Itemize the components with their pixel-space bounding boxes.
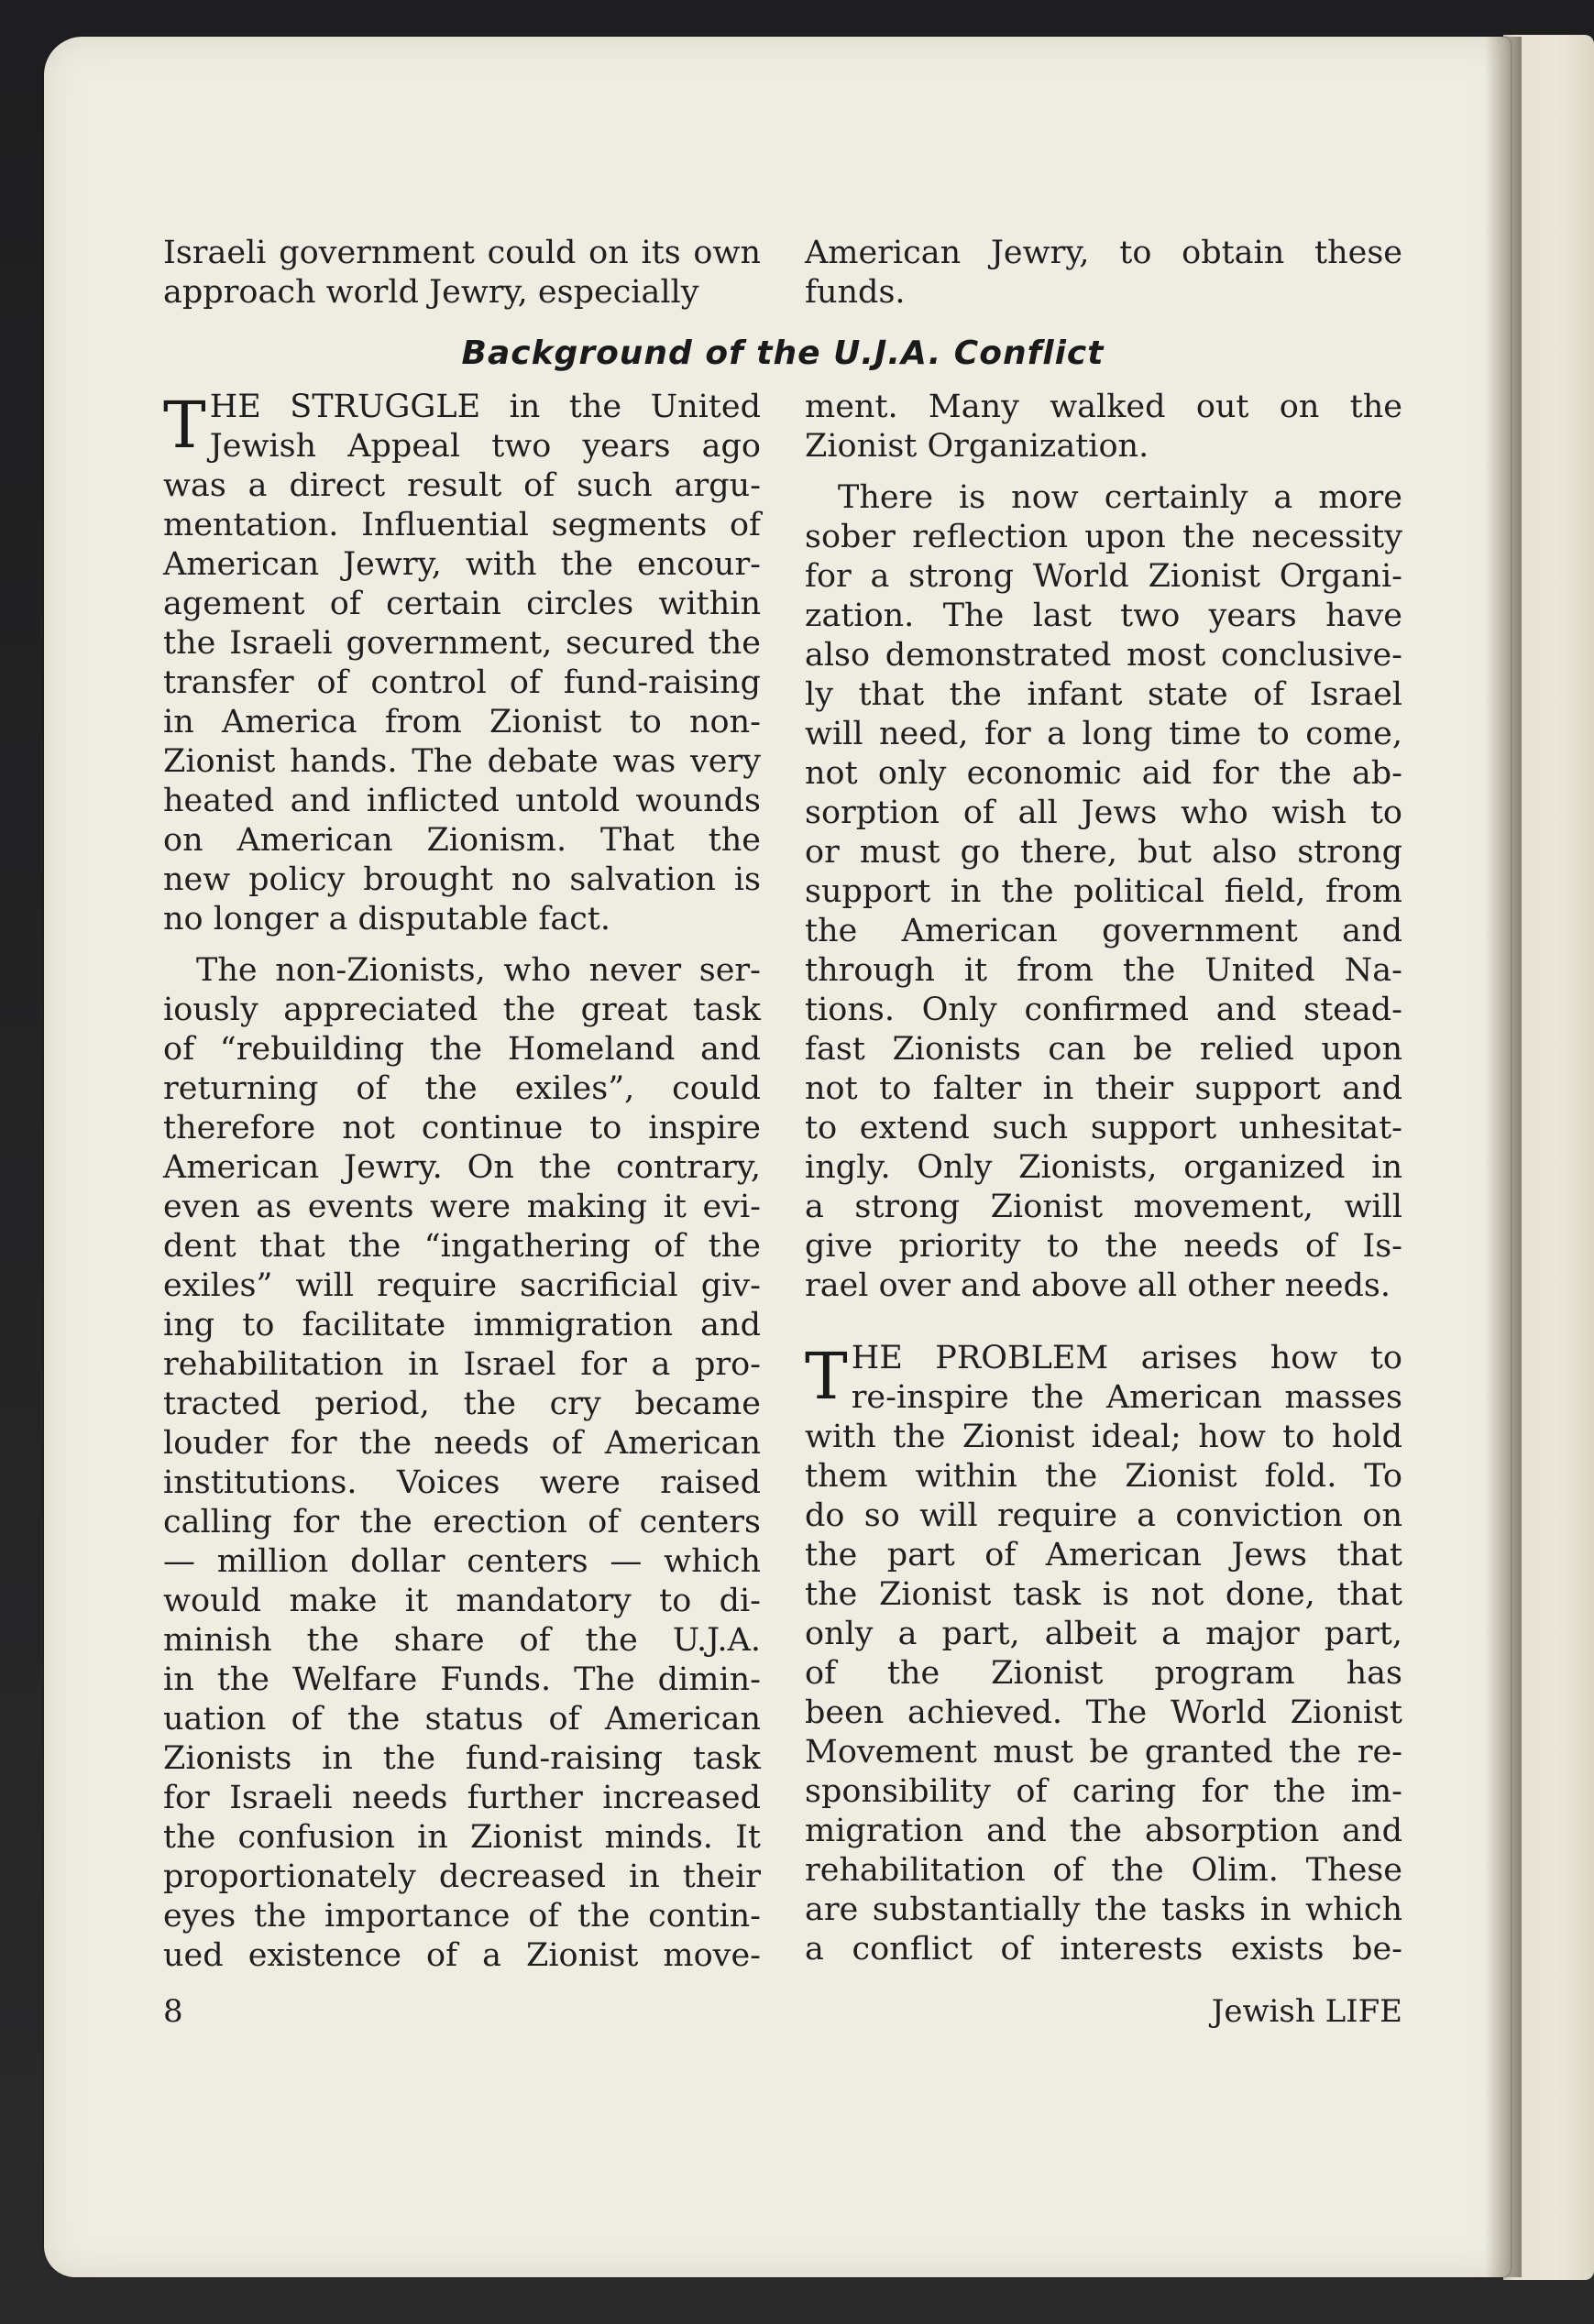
text-line: not to falter in their support and (805, 1070, 1402, 1107)
text-line: ment. Many walked out on the (805, 389, 1402, 425)
text-line: sponsibility of caring for the im- (805, 1773, 1402, 1810)
text-line: even as events were making it evi- (163, 1189, 761, 1225)
text-line: funds. (805, 274, 906, 311)
text-line: heated and inflicted untold wounds (163, 783, 761, 819)
text-line: therefore not continue to inspire (163, 1110, 761, 1146)
text-line: rael over and above all other needs. (805, 1267, 1391, 1304)
text-line: The non-Zionists, who never ser- (196, 952, 761, 989)
text-line: give priority to the needs of Is- (805, 1228, 1402, 1265)
text-line: them within the Zionist fold. To (805, 1458, 1402, 1495)
text-line: minish the share of the U.J.A. (163, 1622, 761, 1659)
text-line: re-inspire the American masses (851, 1379, 1402, 1416)
text-line: through it from the United Na- (805, 952, 1402, 989)
text-line: to extend such support unhesitat- (805, 1110, 1402, 1146)
drop-cap: T (805, 1339, 848, 1414)
text-line: for a strong World Zionist Organi- (805, 558, 1402, 595)
text-line: proportionately decreased in their (163, 1858, 761, 1895)
text-line: in America from Zionist to non- (163, 704, 761, 740)
text-line: zation. The last two years have (805, 597, 1402, 634)
text-line: ingly. Only Zionists, organized in (805, 1149, 1402, 1186)
left-column (163, 388, 761, 1976)
text-line: would make it mandatory to di- (163, 1583, 761, 1619)
text-line: institutions. Voices were raised (163, 1464, 761, 1501)
text-line: returning of the exiles”, could (163, 1070, 761, 1107)
text-line: on American Zionism. That the (163, 822, 761, 859)
text-line: in the Welfare Funds. The dimin- (163, 1661, 761, 1698)
text-line: with the Zionist ideal; how to hold (805, 1419, 1402, 1455)
text-line: uation of the status of American (163, 1701, 761, 1738)
text-line: was a direct result of such argu- (163, 467, 761, 504)
text-line: ly that the infant state of Israel (805, 676, 1402, 713)
text-line: Zionist hands. The debate was very (163, 743, 761, 780)
intro-left (163, 234, 761, 312)
text-line: louder for the needs of American (163, 1425, 761, 1462)
text-line: exiles” will require sacrificial giv- (163, 1267, 761, 1304)
text-line: agement of certain circles within (163, 586, 761, 622)
paragraph (163, 388, 761, 939)
paragraph (805, 388, 1402, 466)
text-line: Jewish Appeal two years ago (209, 428, 761, 465)
text-line: the Israeli government, secured the (163, 625, 761, 662)
text-line: Zionist Organization. (805, 428, 1149, 465)
text-line: — million dollar centers — which (163, 1543, 761, 1580)
paragraph (805, 478, 1402, 1306)
text-line: rehabilitation in Israel for a pro- (163, 1346, 761, 1383)
text-line: sober reflection upon the necessity (805, 519, 1402, 555)
text-line: tions. Only confirmed and stead- (805, 992, 1402, 1028)
text-line: HE PROBLEM arises how to (851, 1340, 1402, 1376)
text-line: dent that the “ingathering of the (163, 1228, 761, 1265)
text-line: are substantially the tasks in which (805, 1891, 1402, 1928)
text-line: Movement must be granted the re- (805, 1734, 1402, 1770)
text-line: Zionists in the fund-raising task (163, 1740, 761, 1777)
text-line: rehabilitation of the Olim. These (805, 1852, 1402, 1889)
text-line: approach world Jewry, especially (163, 274, 699, 311)
spine-shadow (1485, 37, 1522, 2277)
text-line: transfer of control of fund-raising (163, 664, 761, 701)
text-line: do so will require a conviction on (805, 1497, 1402, 1534)
text-line: Israeli government could on its own (163, 235, 761, 271)
intro-right (805, 234, 1402, 312)
text-line: mentation. Influential segments of (163, 507, 761, 543)
text-line: no longer a disputable fact. (163, 901, 611, 937)
drop-cap: T (163, 388, 206, 463)
text-line: the confusion in Zionist minds. It (163, 1819, 761, 1856)
page-number: 8 (163, 1993, 183, 2030)
paragraph (163, 951, 761, 1976)
text-line: American Jewry, to obtain these (805, 235, 1402, 271)
text-line: a conflict of interests exists be- (805, 1931, 1402, 1968)
text-line: fast Zionists can be relied upon (805, 1031, 1402, 1068)
text-line: migration and the absorption and (805, 1813, 1402, 1849)
text-line: the part of American Jews that (805, 1537, 1402, 1573)
text-line: ing to facilitate immigration and (163, 1307, 761, 1343)
text-line: American Jewry. On the contrary, (163, 1149, 761, 1186)
text-line: the Zionist task is not done, that (805, 1576, 1402, 1613)
text-line: HE STRUGGLE in the United (209, 389, 761, 425)
text-line: or must go there, but also strong (805, 834, 1402, 871)
text-line: support in the political field, from (805, 873, 1402, 910)
section-heading: Background of the U.J.A. Conflict (461, 334, 1105, 372)
text-line: calling for the erection of centers (163, 1504, 761, 1540)
publication-name: Jewish LIFE (1211, 1993, 1402, 2030)
text-line: of “rebuilding the Homeland and (163, 1031, 761, 1068)
text-line: also demonstrated most conclusive- (805, 637, 1402, 674)
text-line: the American government and (805, 913, 1402, 949)
text-line: new policy brought no salvation is (163, 861, 761, 898)
text-line: been achieved. The World Zionist (805, 1694, 1402, 1731)
text-line: ued existence of a Zionist move- (163, 1937, 761, 1974)
paragraph (805, 1339, 1402, 1969)
text-line: a strong Zionist movement, will (805, 1189, 1402, 1225)
text-line: only a part, albeit a major part, (805, 1616, 1402, 1652)
text-line: eyes the importance of the contin- (163, 1898, 761, 1935)
right-column (805, 388, 1402, 1969)
text-line: not only economic aid for the ab- (805, 755, 1402, 792)
text-line: tracted period, the cry became (163, 1386, 761, 1422)
text-line: of the Zionist program has (805, 1655, 1402, 1692)
text-line: There is now certainly a more (838, 479, 1402, 516)
text-line: American Jewry, with the encour- (163, 546, 761, 583)
text-line: iously appreciated the great task (163, 992, 761, 1028)
text-line: will need, for a long time to come, (805, 716, 1402, 752)
text-line: for Israeli needs further increased (163, 1780, 761, 1816)
text-line: sorption of all Jews who wish to (805, 795, 1402, 831)
